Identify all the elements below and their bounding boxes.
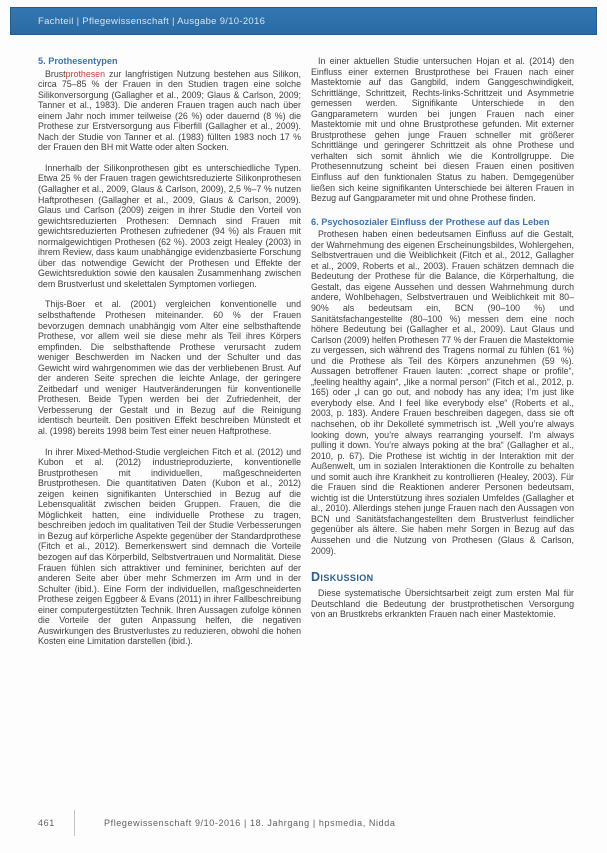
section-6-heading: 6. Psychosozialer Einfluss der Prothese auf das Leben [311, 216, 550, 227]
paragraph-text-post: zur langfristigen Nutzung bestehen aus Silikon, circa 75–85 % der Frauen in den Studien tragen eine solche Silikonversorgung (Gallagher et al., 2009; Glaus & Carlson, 2009; Tanner et al., 1983). Die anderen Frauen tragen auch nach über einem Jahr noch immer teilweise (26 %) oder dauernd (8 %) die Prothese zur Erstversorgung aus Fiberfill (Gallagher et al., 2009). Nach der Studie von Tanner et al. (1983) füllten 1983 noch 17 % der Frauen den BH mit Watte oder alten Socken. [38, 68, 301, 153]
section-5-heading: 5. Prothesentypen [38, 56, 118, 66]
section-5-paragraph-3: Thijs-Boer et al. (2001) vergleichen konventionelle und selbsthaftende Prothesen miteinander. 60 % der Frauen bevorzugen demnach unabhängig vom Alter eine selbsthaftende Prothese, vor allem weil sie diese mehr als Teil ihres Körpers empfinden. Die selbsthaftende Prothese verursacht zudem weniger Beschwerden im Nacken und der Schulter und das Gewicht wird wahrgenommen wie das der verbliebenen Brust. Auf der anderen Seite sprechen die leichte Anlage, der geringere Zeitbedarf und weniger Hautveränderungen für konventionelle Prothesen. Beide Typen werden bei der Zufriedenheit, der Verbesserung der Gestalt und in Bezug auf die Reinigung identisch beurteilt. Den positiven Effekt beschreiben Münstedt et al. (1998) bereits 1998 beim Test einer neuen Haftprothese. [38, 299, 301, 436]
page-header-bar [10, 7, 597, 35]
section-5-paragraph-1 [38, 69, 301, 153]
column-right [311, 56, 574, 647]
column-left [38, 56, 301, 647]
footer-page-number: 461 [38, 818, 55, 828]
page-footer [38, 810, 574, 836]
discussion-heading: Diskussion [311, 570, 374, 585]
discussion-paragraph-1: Diese systematische Übersichtsarbeit zeigt zum ersten Mal für Deutschland die Bedeutung der brustprothetischen Versorgung von an Brustkrebs erkrankten Frauen nach einer Mastektomie. [311, 588, 574, 620]
section-5-paragraph-4: In ihrer Mixed-Method-Studie vergleichen Fitch et al. (2012) und Kubon et al. (2012) industrieproduzierte, konventionelle Brustprothesen mit individuellen, maßgeschneiderten Brustprothesen. Die quantitativen Daten (Kubon et al., 2012) zeigen keinen signifikanten Unterschied in Bezug auf die Lebensqualität zwischen beiden Gruppen. Frauen, die die Möglichkeit hatten, eine individuelle Prothese zu tragen, beschreiben jedoch im qualitativen Teil der Studie Verbesserungen in Bezug auf körperliche Aspekte gegenüber der Standardprothese (Fitch et al., 2012). Bemerkenswert sind demnach die Vorteile bezogen auf das Körperbild, Selbstvertrauen und Normalität. Diese Frauen fühlen sich attraktiver und femininer, berichten auf der anderen Seite aber über mehr Schmerzen im Arm und in der Schulter (ibid.). Eine Form der individuellen, maßgeschneiderten Prothese zeigen Eggbeer & Evans (2011) in ihrer Fallbeschreibung einer computergestützten Technik. Ihren Aussagen zufolge können die Vorteile der guten Anpassung helfen, die negativen Auswirkungen des Brustverlustes zu reduzieren, obwohl die hohen Kosten eine Limitation darstellen (ibid.). [38, 446, 301, 647]
paragraph-text-pre: Brust [45, 68, 66, 79]
section-5-paragraph-2: Innerhalb der Silikonprothesen gibt es unterschiedliche Typen. Etwa 25 % der Frauen tragen gewichtsreduzierte Silikonprothesen (Gallagher et al., 2009, Glaus & Carlson, 2009), 2,5 %–7 % nutzen Haftprothesen (Gallagher et al., 2009, Glaus & Carlson, 2009). Glaus und Carlson (2009) zeigen in ihrer Studie den Vorteil von gewichtsreduzierten Prothesen: Demnach sind Frauen mit gewichtsreduzierten Prothesen zufriedener (94 %) als Frauen mit normalgewichtigen Prothesen (62 %). 2003 zeigt Healey (2003) in ihrem Review, dass kaum unabhängige evidenzbasierte Forschung über das notwendige Gewicht der Prothesen und Effekte der Gewichtsreduktion sowie den kausalen Zusammenhang zwischen dem Brustverlust und skelettalen Symptomen vorliegen. [38, 162, 302, 289]
gait-study-paragraph: In einer aktuellen Studie untersuchen Hojan et al. (2014) den Einfluss einer externen Brustprothese bei Frauen nach einer Mastektomie auf das Gangbild, indem Ganggeschwindigkeit, Schrittlänge, Schrittzeit, Rechts-links-Schrittzeit und Asymmetrie gemessen werden. Signifikante Unterschiede in den Gangparametern wurden bei jungen Frauen nach einer Mastektomie mit und ohne Brustprothese gefunden. Mit externer Brustprothese gehen junge Frauen schneller mit größerer Schrittlänge und geringerer Schrittzeit als ohne Prothese und verhalten sich somit ähnlich wie die Kontrollgruppe. Die Prothesennutzung scheint bei diesen Frauen einen positiven Einfluss auf den funktionalen Status zu haben. Demgegenüber ließen sich keine signifikanten Unterschiede bei älteren Frauen in Bezug auf Gangparameter mit und ohne Prothese finden. [311, 56, 574, 204]
highlighted-word: prothesen [65, 68, 105, 79]
page-content [38, 56, 574, 647]
section-6-paragraph-1: Prothesen haben einen bedeutsamen Einfluss auf die Gestalt, der Wahrnehmung des eigenen Erscheinungsbildes, Wohlergehen, Selbstvertrauen und die Weiblichkeit (Fitch et al., 2012, Gallagher et al., 2009, Roberts et al., 2003). Frauen schätzen demnach die Bedeutung der Prothese für die Balance, die Körperhaltung, die Gestalt, das eigene Aussehen und dessen Wahrnehmung durch andere, Wohlbehagen, Selbstvertrauen und Weiblichkeit mit 80–90% als bedeutsam ein, BCN (90–100 %) und Sanitätsfachangestellte (80–100 %) messen dem eine noch höhere Bedeutung bei (Gallagher et al., 2009). Laut Glaus und Carlson (2009) helfen Prothesen 77 % der Frauen die Mastektomie zu vergessen, sich während des Tragens normal zu fühlen (61 %) und die Prothese als Teil des Körpers anzunehmen (59 %). Aussagen betroffener Frauen lauten: „correct shape or profile“, „feeling healthy again“, „like a normal person“ (Fitch et al., 2012, p. 165) oder „I can go out, and nobody has any idea; I’m just like everybody else. And I feel like everybody else“ (Roberts et al., 2003, p. 183). Andere Frauen beschreiben dagegen, dass sie oft nachsehen, ob ihr Dekolleté symmetrisch ist. „Well you’re always looking down, you’re always rearranging yourself. I’m always pulling it down. You’re always poking at the bra“ (Gallagher et al., 2010, p. 67). Die Prothese ist wichtig in der Interaktion mit der Außenwelt, um in sozialen Interaktionen die Kontrolle zu behalten und somit auch ihre Krankheit zu kontrollieren (Healey, 2003). Für die Frauen sind die Reaktionen anderer Personen bedeutsam, wichtig ist die Unterstützung ihres sozialen Umfeldes (Gallagher et al., 2010). Allerdings stehen junge Frauen nach den Aussagen von BCN und Sanitätsfachangestellten dem Brustverlust feindlicher gegenüber als ältere. Sie haben mehr Sorgen in Bezug auf das Aussehen und die Nutzung von Prothesen (Glaus & Carlson, 2009). [311, 229, 574, 556]
footer-divider [74, 810, 75, 836]
header-title: Fachteil | Pflegewissenschaft | Ausgabe 9/10-2016 [38, 15, 266, 27]
footer-journal-info: Pflegewissenschaft 9/10-2016 | 18. Jahrgang | hpsmedia, Nidda [104, 818, 396, 828]
